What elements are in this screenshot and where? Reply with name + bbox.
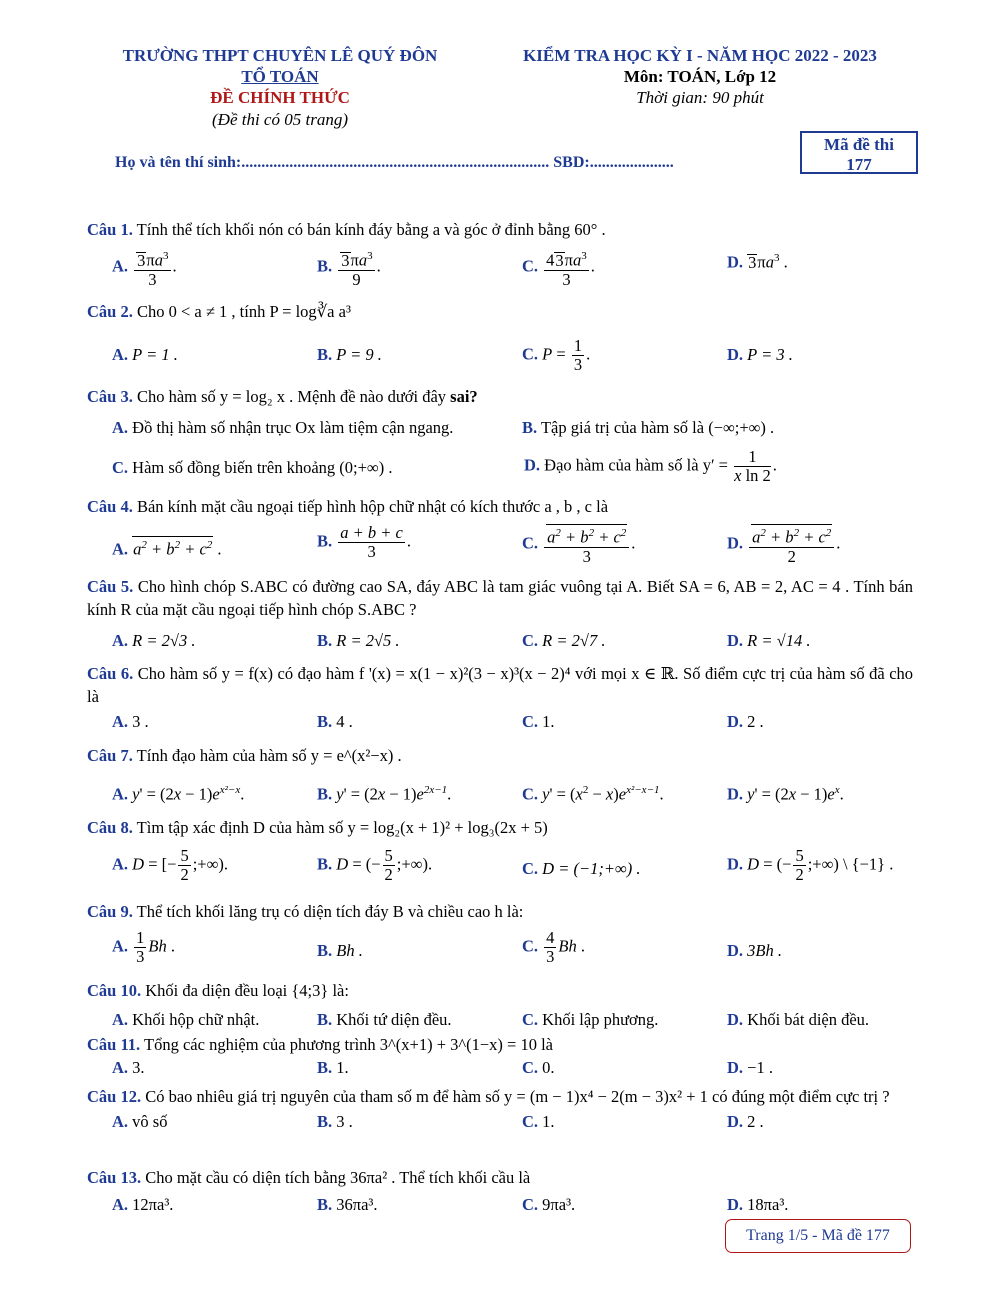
option-c[interactable]: C. $y' = (x^2 - x)e^{x^2-x-1}$. xyxy=(522,784,664,804)
option-b[interactable]: B. R = 2√5 . xyxy=(317,631,400,650)
option-d[interactable]: D. Khối bát diện đều. xyxy=(727,1010,870,1029)
question-9 xyxy=(87,900,913,975)
question-number: Câu 5. xyxy=(87,577,134,596)
option-d[interactable]: D. Đạo hàm của hàm số là y′ = $\frac{1}{\text{x ln 2}}$ . xyxy=(524,447,777,485)
option-c[interactable]: C. R = 2√7 . xyxy=(522,631,606,650)
page-footer: Trang 1/5 - Mã đề 177 xyxy=(725,1219,911,1253)
question-text: Tính đạo hàm của hàm số y = e^(x²−x) . xyxy=(136,746,402,765)
question-number: Câu 11. xyxy=(87,1035,141,1054)
exam-code-value: 177 xyxy=(846,155,872,174)
option-b[interactable]: B. D = (− $\frac{5}{2}$ ;+∞). xyxy=(317,846,433,884)
question-text: Cho hình chóp S.ABC có đường cao SA, đáy ABC là tam giác vuông tại A. Biết SA = 6, AB = 2, AC = 4 . Tính bán kính R của mặt cầu ngoại tiếp hình chóp S.ABC ? xyxy=(87,577,913,619)
question-8 xyxy=(87,816,913,893)
option-c[interactable]: C. 1. xyxy=(522,1112,555,1131)
question-number: Câu 2. xyxy=(87,302,133,321)
option-d[interactable]: D. 2 . xyxy=(727,712,764,731)
option-d[interactable]: D. $\frac{a^2 + b^2 + c^2}{2}$ . xyxy=(727,524,840,566)
question-12 xyxy=(87,1085,913,1136)
option-b[interactable]: B. Khối tứ diện đều. xyxy=(317,1010,452,1029)
option-b[interactable]: B. P = 9 . xyxy=(317,345,382,364)
official-label: ĐỀ CHÍNH THỨC xyxy=(210,88,350,107)
option-b[interactable]: B. $\frac{a + b + c}{3}$ . xyxy=(317,523,411,561)
exam-code-box xyxy=(800,131,918,174)
option-d[interactable]: D. 2 . xyxy=(727,1112,764,1131)
option-a[interactable]: A. $y' = (2x - 1)e^{x^2-x}$. xyxy=(112,784,245,804)
question-number: Câu 13. xyxy=(87,1168,142,1187)
option-d[interactable]: D. R = √14 . xyxy=(727,631,811,650)
option-c[interactable]: C. 1. xyxy=(522,712,555,731)
option-c[interactable]: C. $\frac{a^2 + b^2 + c^2}{3}$ . xyxy=(522,524,635,566)
option-b[interactable]: B. 4 . xyxy=(317,712,353,731)
option-b[interactable]: B. $\frac{3\pi a^3}{9}$ . xyxy=(317,247,381,289)
option-a[interactable]: A. $\frac{3\pi a^3}{3}$ . xyxy=(112,247,177,289)
option-a[interactable]: A. vô số xyxy=(112,1112,168,1131)
question-6 xyxy=(87,662,913,736)
option-a[interactable]: A. R = 2√3 . xyxy=(112,631,196,650)
pages-note: (Đề thi có 05 trang) xyxy=(212,110,348,129)
option-a[interactable]: A. 3 . xyxy=(112,712,149,731)
option-d[interactable]: D. −1 . xyxy=(727,1058,773,1077)
school-name: TRƯỜNG THPT CHUYÊN LÊ QUÝ ĐÔN xyxy=(122,46,438,65)
option-b[interactable]: B. $y' = (2x - 1)e^{2x-1}$. xyxy=(317,784,452,804)
option-b[interactable]: B. 3 . xyxy=(317,1112,353,1131)
question-number: Câu 1. xyxy=(87,220,133,239)
exam-title: KIỂM TRA HỌC KỲ I - NĂM HỌC 2022 - 2023 xyxy=(523,46,877,65)
question-1 xyxy=(87,218,913,293)
question-number: Câu 3. xyxy=(87,387,133,406)
question-text: Cho hàm số y = log₂ x . Mệnh đề nào dưới đây xyxy=(136,387,447,406)
option-c[interactable]: C. Khối lập phương. xyxy=(522,1010,659,1029)
question-text: Tổng các nghiệm của phương trình 3^(x+1) + 3^(1−x) = 10 là xyxy=(144,1035,554,1054)
question-number: Câu 7. xyxy=(87,746,133,765)
question-text: Khối đa diện đều loại {4;3} là: xyxy=(145,981,349,1000)
student-info-line: Họ và tên thí sinh:............................................................................. SBD:..................... xyxy=(115,154,674,171)
option-c[interactable]: C. Hàm số đồng biến trên khoảng (0;+∞) . xyxy=(112,458,393,477)
question-11 xyxy=(87,1033,913,1082)
option-a[interactable]: A. 12πa³. xyxy=(112,1195,174,1214)
option-a[interactable]: A. Khối hộp chữ nhật. xyxy=(112,1010,260,1029)
question-text: Cho 0 < a ≠ 1 , tính P = log∛a a³ xyxy=(136,302,351,321)
option-b[interactable]: B. 1. xyxy=(317,1058,349,1077)
question-text: Tìm tập xác định D của hàm số y = log₂(x + 1)² + log₃(2x + 5) xyxy=(136,818,548,837)
option-d[interactable]: D. P = 3 . xyxy=(727,345,793,364)
option-a[interactable]: A. D = [− $\frac{5}{2}$ ;+∞). xyxy=(112,846,228,884)
question-text: Bán kính mặt cầu ngoại tiếp hình hộp chữ nhật có kích thước a , b , c là xyxy=(136,497,609,516)
option-a[interactable]: A. 3. xyxy=(112,1058,145,1077)
question-number: Câu 6. xyxy=(87,664,134,683)
question-number: Câu 12. xyxy=(87,1087,142,1106)
question-3: Câu 3. Cho hàm số y = log₂ x . Mệnh đề nào dưới đây sai? A. Đồ thị hàm số nhận trục Ox làm tiệm cận ngang. B. Tập giá trị của hàm số là (−∞;+∞) . C. Hàm số đồng biến trên khoảng (0;+∞) . D. Đạo hàm của hàm số là y′ = $\frac{1}{\text{x ln 2}}$ . xyxy=(87,387,777,485)
question-text: Tính thể tích khối nón có bán kính đáy bằng a và góc ở đỉnh bằng 60° . xyxy=(136,220,606,239)
department-name: TỔ TOÁN xyxy=(241,67,319,86)
question-number: Câu 8. xyxy=(87,818,133,837)
option-a[interactable]: A. P = 1 . xyxy=(112,345,178,364)
question-text: Có bao nhiêu giá trị nguyên của tham số m để hàm số y = (m − 1)x⁴ − 2(m − 3)x² + 1 có đúng một điểm cực trị ? xyxy=(145,1087,890,1106)
option-b[interactable]: B. Tập giá trị của hàm số là (−∞;+∞) . xyxy=(522,418,775,437)
question-number: Câu 10. xyxy=(87,981,142,1000)
option-c[interactable]: C. P = $\frac{1}{3}$ . xyxy=(522,336,591,374)
option-c[interactable]: C. D = (−1;+∞) . xyxy=(522,859,641,878)
option-c[interactable]: C. $\frac{4}{3}$ Bh . xyxy=(522,928,586,966)
question-2 xyxy=(87,300,913,377)
option-d[interactable]: D. D = (− $\frac{5}{2}$ ;+∞) \ {−1} . xyxy=(727,846,894,884)
option-d[interactable]: D. 18πa³. xyxy=(727,1195,789,1214)
option-a[interactable]: A. Đồ thị hàm số nhận trục Ox làm tiệm cận ngang. xyxy=(112,418,454,437)
option-d[interactable]: D. $3\pi a^3$ . xyxy=(727,252,788,272)
option-c[interactable]: C. 0. xyxy=(522,1058,555,1077)
option-c[interactable]: C. $\frac{43\pi a^3}{3}$ . xyxy=(522,247,595,289)
question-number: Câu 9. xyxy=(87,902,133,921)
question-text: Thể tích khối lăng trụ có diện tích đáy B và chiều cao h là: xyxy=(136,902,524,921)
question-text: Cho hàm số y = f(x) có đạo hàm f '(x) = x(1 − x)²(3 − x)³(x − 2)⁴ với mọi x ∈ ℝ. Số điểm cực trị của hàm số đã cho là xyxy=(87,664,914,706)
question-13 xyxy=(87,1166,913,1219)
question-5 xyxy=(87,575,913,655)
duration-line: Thời gian: 90 phút xyxy=(636,88,764,107)
option-c[interactable]: C. 9πa³. xyxy=(522,1195,576,1214)
question-text: Cho mặt cầu có diện tích bằng 36πa² . Thể tích khối cầu là xyxy=(145,1168,531,1187)
question-number: Câu 4. xyxy=(87,497,133,516)
exam-code-label: Mã đề thi xyxy=(824,135,894,154)
subject-line: Môn: TOÁN, Lớp 12 xyxy=(623,67,777,86)
option-b[interactable]: B. Bh . xyxy=(317,941,363,960)
question-4 xyxy=(87,495,913,572)
option-d[interactable]: D. $y' = (2x - 1)e^x$. xyxy=(727,784,844,804)
question-7 xyxy=(87,744,913,805)
option-d[interactable]: D. 3Bh . xyxy=(727,941,783,960)
option-a[interactable]: A. $a^2 + b^2 + c^2$ . xyxy=(112,536,222,561)
option-b[interactable]: B. 36πa³. xyxy=(317,1195,378,1214)
option-a[interactable]: A. $\frac{1}{3}$ Bh . xyxy=(112,928,176,966)
question-10 xyxy=(87,979,913,1034)
